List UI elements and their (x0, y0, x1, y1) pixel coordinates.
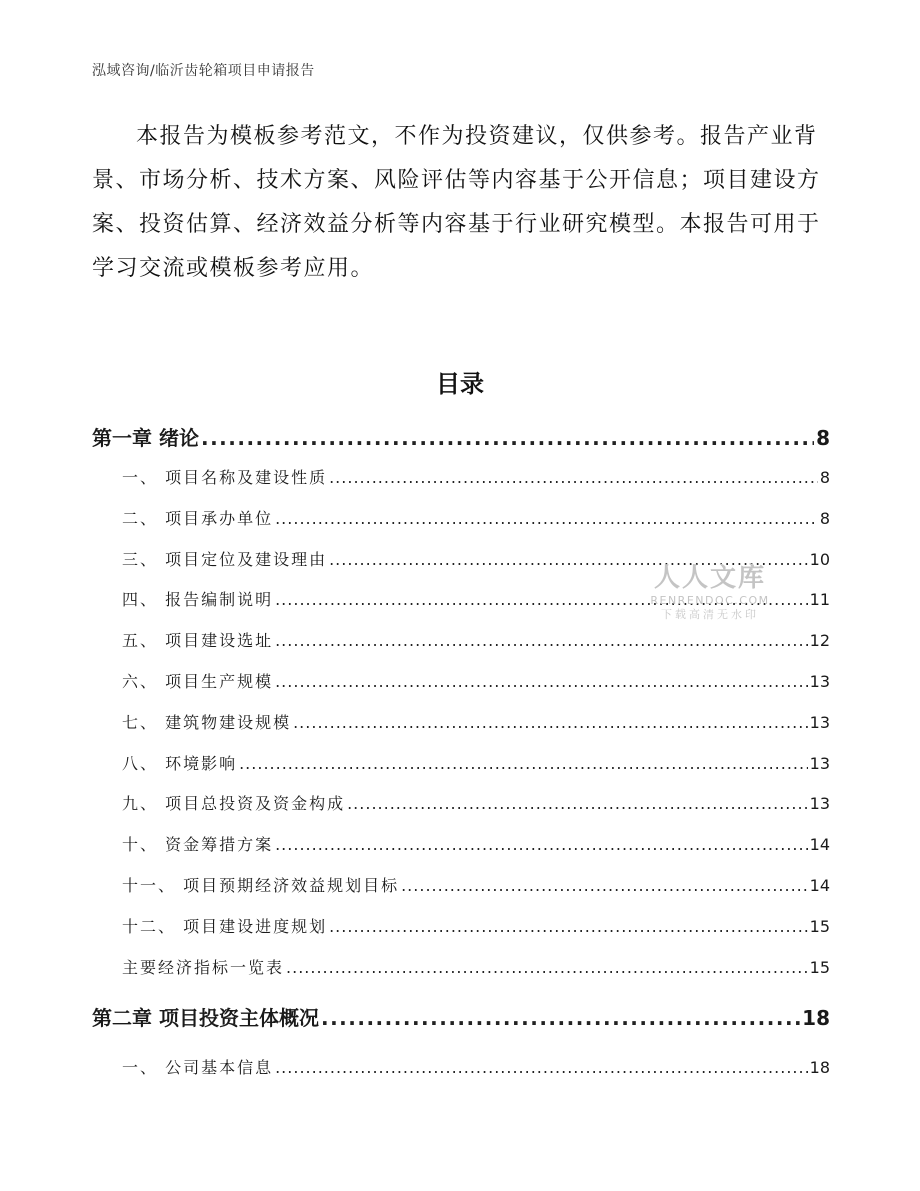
toc-page-number: 15 (809, 957, 830, 977)
toc-leader-dots (329, 458, 818, 499)
toc-section-label: 八、 环境影响 (122, 753, 238, 773)
toc-leader-dots (275, 1048, 808, 1089)
toc-page-number: 14 (809, 875, 830, 895)
toc-section-label: 十一、 项目预期经济效益规划目标 (122, 875, 400, 895)
toc-page-number: 8 (819, 468, 830, 487)
toc-section-2-1[interactable] (92, 1048, 830, 1089)
toc-section-1-2[interactable] (92, 499, 830, 540)
toc-leader-dots (286, 948, 808, 989)
toc-page-number: 18 (809, 1058, 830, 1078)
toc-leader-dots (401, 866, 808, 907)
table-of-contents (92, 418, 830, 1089)
toc-section-label: 六、 项目生产规模 (122, 671, 274, 691)
toc-leader-dots (275, 499, 818, 540)
toc-page-number: 14 (809, 835, 830, 855)
toc-leader-dots (201, 418, 814, 458)
toc-leader-dots (329, 907, 808, 948)
toc-section-label: 一、 公司基本信息 (122, 1058, 274, 1078)
toc-section-label: 九、 项目总投资及资金构成 (122, 794, 346, 814)
watermark-main: 人人文库 (653, 563, 766, 593)
toc-page-number: 11 (809, 590, 830, 610)
toc-leader-dots (329, 540, 808, 581)
page-header: 泓域咨询/临沂齿轮箱项目申请报告 (92, 63, 315, 79)
toc-section-1-3[interactable] (92, 540, 830, 581)
toc-section-label: 三、 项目定位及建设理由 (122, 549, 328, 569)
toc-section-label: 七、 建筑物建设规模 (122, 712, 292, 732)
toc-section-1-6[interactable] (92, 662, 830, 703)
toc-page-number: 8 (819, 508, 830, 528)
toc-section-label: 二、 项目承办单位 (122, 508, 274, 528)
toc-section-1-8[interactable] (92, 744, 830, 785)
toc-title: 目录 (436, 370, 484, 398)
toc-leader-dots (293, 703, 808, 744)
toc-page-number: 18 (802, 1006, 830, 1031)
toc-section-1-4[interactable] (92, 580, 830, 621)
toc-page-number: 12 (809, 631, 830, 651)
toc-chapter-label: 第二章 项目投资主体概况 (92, 1006, 319, 1031)
toc-section-1-10[interactable] (92, 825, 830, 866)
toc-page-number: 8 (816, 426, 830, 450)
toc-section-label: 十二、 项目建设进度规划 (122, 916, 328, 936)
toc-section-1-9[interactable] (92, 784, 830, 825)
toc-section-1-5[interactable] (92, 621, 830, 662)
toc-page-number: 10 (809, 549, 830, 569)
toc-section-1-1[interactable] (92, 458, 830, 499)
toc-section-label: 十、 资金筹措方案 (122, 835, 274, 855)
toc-section-1-12[interactable] (92, 907, 830, 948)
toc-page-number: 13 (809, 712, 830, 732)
toc-leader-dots (275, 580, 808, 621)
toc-leader-dots (275, 662, 808, 703)
toc-section-label: 主要经济指标一览表 (122, 957, 285, 977)
toc-section-label: 一、 项目名称及建设性质 (122, 468, 328, 487)
toc-leader-dots (275, 621, 808, 662)
toc-section-label: 四、 报告编制说明 (122, 590, 274, 610)
toc-section-label: 五、 项目建设选址 (122, 631, 274, 651)
toc-page-number: 15 (809, 916, 830, 936)
toc-page-number: 13 (809, 753, 830, 773)
toc-section-1-13[interactable] (92, 948, 830, 989)
toc-chapter-2[interactable] (92, 998, 830, 1038)
toc-section-1-11[interactable] (92, 866, 830, 907)
toc-chapter-label: 第一章 绪论 (92, 426, 199, 450)
watermark-tagline: 下载高清无水印 (661, 608, 759, 621)
watermark-domain: RENRENDOC.COM (650, 594, 770, 607)
toc-page-number: 13 (809, 794, 830, 814)
toc-leader-dots (347, 784, 808, 825)
toc-chapter-1[interactable] (92, 418, 830, 458)
intro-paragraph: 本报告为模板参考范文，不作为投资建议，仅供参考。报告产业背景、市场分析、技术方案、风险评估等内容基于公开信息；项目建设方案、投资估算、经济效益分析等内容基于行业研究模型。本报告可用于学习交流或模板参考应用。 (92, 124, 821, 281)
toc-page-number: 13 (809, 671, 830, 691)
toc-section-1-7[interactable] (92, 703, 830, 744)
toc-leader-dots (321, 998, 800, 1038)
toc-leader-dots (275, 825, 808, 866)
toc-leader-dots (239, 744, 808, 785)
